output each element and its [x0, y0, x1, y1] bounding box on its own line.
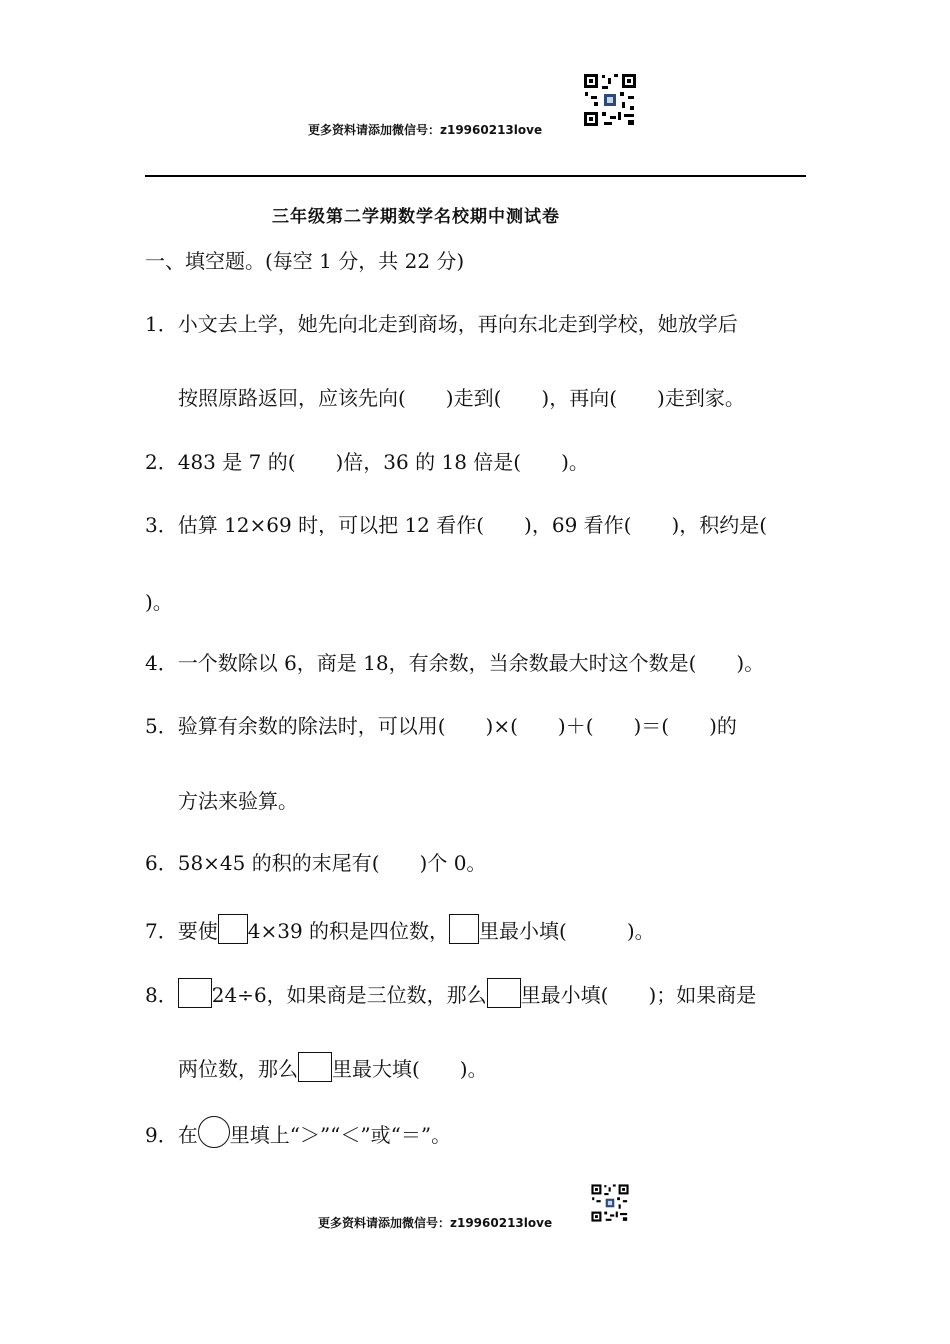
page-title: 三年级第二学期数学名校期中测试卷: [272, 207, 560, 227]
blank-box: [487, 978, 521, 1008]
question-8-part-1: 8．: [145, 983, 178, 1007]
question-3-line-1: 3．估算 12×69 时，可以把 12 看作( )，69 看作( )，积约是(: [145, 513, 768, 537]
question-8-line-1: [145, 978, 756, 1008]
question-3-line-2: )。: [145, 590, 173, 614]
question-8-part-2: 24÷6，如果商是三位数，那么: [211, 983, 487, 1007]
question-7-part-2: 4×39 的积是四位数，: [247, 919, 450, 943]
blank-circle: [198, 1116, 230, 1148]
question-2: 2．483 是 7 的( )倍，36 的 18 倍是( )。: [145, 450, 589, 474]
question-7: [145, 914, 655, 944]
qr-code-icon: [590, 1183, 630, 1223]
question-9-part-2: 里填上“＞”“＜”或“＝”。: [229, 1123, 452, 1147]
question-8-part-3: 里最小填( )；如果商是: [520, 983, 757, 1007]
question-9: [145, 1116, 451, 1148]
question-7-part-1: 7．要使: [145, 919, 218, 943]
qr-code-icon: [582, 72, 638, 128]
footer-contact-text: 更多资料请添加微信号：z19960213love: [318, 1216, 553, 1230]
question-8-line-2: [178, 1052, 488, 1082]
question-5-line-2: 方法来验算。: [178, 789, 298, 813]
blank-box: [449, 914, 479, 944]
question-5-line-1: 5．验算有余数的除法时，可以用( )×( )＋( )＝( )的: [145, 714, 737, 738]
section-heading: 一、填空题。(每空 1 分，共 22 分): [145, 249, 465, 273]
question-9-part-1: 9．在: [145, 1123, 198, 1147]
blank-box: [218, 914, 248, 944]
question-1-line-1: 1．小文去上学，她先向北走到商场，再向东北走到学校，她放学后: [145, 312, 738, 336]
header-divider: [145, 175, 806, 177]
blank-box: [298, 1052, 332, 1082]
question-8-line-2-part-1: 两位数，那么: [178, 1057, 298, 1081]
question-6: 6．58×45 的积的末尾有( )个 0。: [145, 851, 487, 875]
question-8-line-2-part-2: 里最大填( )。: [332, 1057, 488, 1081]
question-7-part-3: 里最小填( )。: [479, 919, 655, 943]
question-4: 4．一个数除以 6，商是 18，有余数，当余数最大时这个数是( )。: [145, 651, 765, 675]
blank-box: [178, 978, 212, 1008]
header-contact-text: 更多资料请添加微信号：z19960213love: [308, 123, 543, 137]
question-1-line-2: 按照原路返回，应该先向( )走到( )，再向( )走到家。: [178, 386, 745, 410]
